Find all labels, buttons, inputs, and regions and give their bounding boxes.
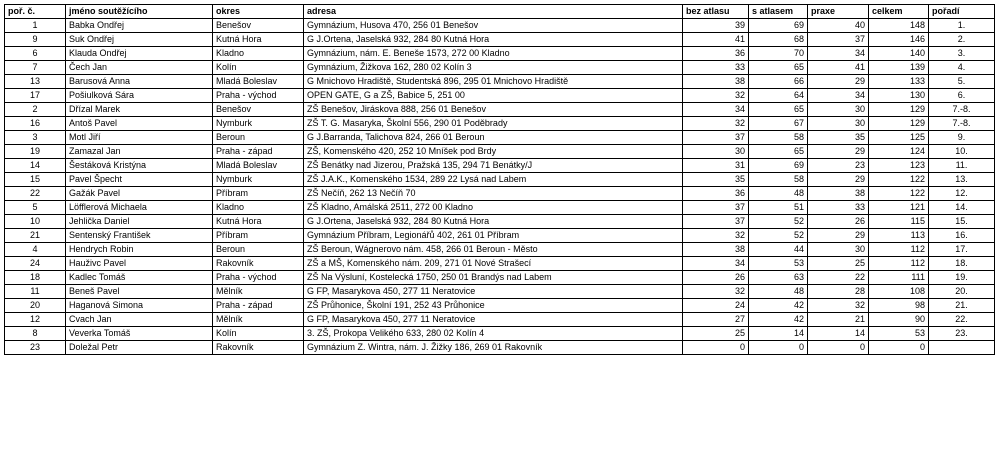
cell-rank-no: 13: [5, 75, 66, 89]
table-row: [5, 243, 995, 257]
cell-total: 112: [869, 243, 929, 257]
cell-address: ZŠ Benátky nad Jizerou, Pražská 135, 294 71 Benátky/J: [304, 159, 683, 173]
header-rank-no: poř. č.: [5, 5, 66, 19]
cell-practice: 23: [808, 159, 869, 173]
cell-practice: 29: [808, 145, 869, 159]
cell-practice: 38: [808, 187, 869, 201]
table-row: [5, 75, 995, 89]
cell-rank-no: 11: [5, 285, 66, 299]
cell-district: Kladno: [213, 201, 304, 215]
cell-practice: 35: [808, 131, 869, 145]
cell-rank-no: 10: [5, 215, 66, 229]
cell-with-atlas: 14: [749, 327, 808, 341]
header-order: pořadí: [929, 5, 995, 19]
cell-address: G FP, Masarykova 450, 277 11 Neratovice: [304, 313, 683, 327]
cell-district: Mělník: [213, 285, 304, 299]
cell-order: 10.: [929, 145, 995, 159]
cell-practice: 0: [808, 341, 869, 355]
table-row: [5, 47, 995, 61]
cell-district: Benešov: [213, 103, 304, 117]
cell-order: 16.: [929, 229, 995, 243]
cell-district: Příbram: [213, 229, 304, 243]
cell-name: Gažák Pavel: [66, 187, 213, 201]
cell-rank-no: 15: [5, 173, 66, 187]
cell-practice: 29: [808, 173, 869, 187]
cell-without-atlas: 0: [683, 341, 749, 355]
cell-address: ZŠ Kladno, Amálská 2511, 272 00 Kladno: [304, 201, 683, 215]
cell-name: Suk Ondřej: [66, 33, 213, 47]
cell-order: [929, 341, 995, 355]
cell-name: Veverka Tomáš: [66, 327, 213, 341]
cell-without-atlas: 32: [683, 89, 749, 103]
cell-order: 15.: [929, 215, 995, 229]
cell-name: Pošiulková Sára: [66, 89, 213, 103]
cell-without-atlas: 25: [683, 327, 749, 341]
cell-total: 123: [869, 159, 929, 173]
cell-with-atlas: 58: [749, 131, 808, 145]
cell-without-atlas: 35: [683, 173, 749, 187]
cell-with-atlas: 66: [749, 75, 808, 89]
cell-address: G J.Ortena, Jaselská 932, 284 80 Kutná Hora: [304, 33, 683, 47]
cell-address: Gymnázium Z. Wintra, nám. J. Žižky 186, 269 01 Rakovník: [304, 341, 683, 355]
cell-name: Antoš Pavel: [66, 117, 213, 131]
cell-rank-no: 24: [5, 257, 66, 271]
cell-with-atlas: 52: [749, 229, 808, 243]
cell-district: Praha - západ: [213, 299, 304, 313]
cell-with-atlas: 42: [749, 299, 808, 313]
table-row: [5, 173, 995, 187]
cell-district: Praha - západ: [213, 145, 304, 159]
cell-name: Pavel Špecht: [66, 173, 213, 187]
cell-district: Praha - východ: [213, 271, 304, 285]
cell-order: 17.: [929, 243, 995, 257]
cell-address: ZŠ Beroun, Wágnerovo nám. 458, 266 01 Beroun - Město: [304, 243, 683, 257]
cell-address: G Mnichovo Hradiště, Studentská 896, 295 01 Mnichovo Hradiště: [304, 75, 683, 89]
cell-with-atlas: 65: [749, 103, 808, 117]
cell-without-atlas: 33: [683, 61, 749, 75]
cell-total: 121: [869, 201, 929, 215]
cell-without-atlas: 24: [683, 299, 749, 313]
cell-practice: 30: [808, 243, 869, 257]
table-row: [5, 271, 995, 285]
cell-name: Jehlička Daniel: [66, 215, 213, 229]
header-name: jméno soutěžícího: [66, 5, 213, 19]
cell-practice: 30: [808, 117, 869, 131]
cell-order: 3.: [929, 47, 995, 61]
cell-total: 146: [869, 33, 929, 47]
cell-address: ZŠ T. G. Masaryka, Školní 556, 290 01 Poděbrady: [304, 117, 683, 131]
cell-order: 18.: [929, 257, 995, 271]
table-row: [5, 89, 995, 103]
cell-total: 130: [869, 89, 929, 103]
cell-address: ZŠ Průhonice, Školní 191, 252 43 Průhonice: [304, 299, 683, 313]
cell-practice: 28: [808, 285, 869, 299]
cell-name: Doležal Petr: [66, 341, 213, 355]
cell-order: 11.: [929, 159, 995, 173]
cell-practice: 37: [808, 33, 869, 47]
table-row: [5, 313, 995, 327]
cell-rank-no: 22: [5, 187, 66, 201]
header-practice: praxe: [808, 5, 869, 19]
cell-order: 20.: [929, 285, 995, 299]
cell-order: 9.: [929, 131, 995, 145]
cell-order: 2.: [929, 33, 995, 47]
cell-practice: 33: [808, 201, 869, 215]
cell-district: Příbram: [213, 187, 304, 201]
cell-name: Dřízal Marek: [66, 103, 213, 117]
cell-with-atlas: 67: [749, 117, 808, 131]
cell-with-atlas: 68: [749, 33, 808, 47]
cell-name: Klauda Ondřej: [66, 47, 213, 61]
cell-rank-no: 14: [5, 159, 66, 173]
cell-total: 129: [869, 103, 929, 117]
cell-rank-no: 6: [5, 47, 66, 61]
cell-district: Kutná Hora: [213, 33, 304, 47]
cell-address: OPEN GATE, G a ZŠ, Babice 5, 251 00: [304, 89, 683, 103]
cell-with-atlas: 51: [749, 201, 808, 215]
cell-address: Gymnázium, Husova 470, 256 01 Benešov: [304, 19, 683, 33]
cell-with-atlas: 64: [749, 89, 808, 103]
cell-with-atlas: 42: [749, 313, 808, 327]
cell-order: 22.: [929, 313, 995, 327]
cell-rank-no: 21: [5, 229, 66, 243]
cell-without-atlas: 34: [683, 103, 749, 117]
cell-order: 23.: [929, 327, 995, 341]
cell-name: Löfflerová Michaela: [66, 201, 213, 215]
cell-order: 7.-8.: [929, 103, 995, 117]
table-body: [5, 19, 995, 355]
results-table: [4, 4, 995, 355]
cell-rank-no: 8: [5, 327, 66, 341]
table-row: [5, 33, 995, 47]
cell-order: 6.: [929, 89, 995, 103]
cell-total: 140: [869, 47, 929, 61]
cell-address: G FP, Masarykova 450, 277 11 Neratovice: [304, 285, 683, 299]
cell-with-atlas: 65: [749, 61, 808, 75]
cell-with-atlas: 58: [749, 173, 808, 187]
cell-order: 4.: [929, 61, 995, 75]
cell-total: 122: [869, 187, 929, 201]
cell-order: 12.: [929, 187, 995, 201]
cell-district: Beroun: [213, 131, 304, 145]
cell-total: 129: [869, 117, 929, 131]
cell-without-atlas: 32: [683, 229, 749, 243]
table-row: [5, 299, 995, 313]
table-row: [5, 103, 995, 117]
cell-with-atlas: 70: [749, 47, 808, 61]
cell-district: Nymburk: [213, 173, 304, 187]
cell-practice: 41: [808, 61, 869, 75]
cell-district: Kutná Hora: [213, 215, 304, 229]
cell-total: 148: [869, 19, 929, 33]
cell-practice: 34: [808, 89, 869, 103]
cell-practice: 30: [808, 103, 869, 117]
cell-total: 0: [869, 341, 929, 355]
cell-total: 112: [869, 257, 929, 271]
cell-address: ZŠ, Komenského 420, 252 10 Mníšek pod Brdy: [304, 145, 683, 159]
cell-practice: 21: [808, 313, 869, 327]
cell-name: Sentenský František: [66, 229, 213, 243]
cell-district: Nymburk: [213, 117, 304, 131]
cell-district: Rakovník: [213, 341, 304, 355]
cell-district: Mladá Boleslav: [213, 75, 304, 89]
cell-rank-no: 18: [5, 271, 66, 285]
cell-practice: 40: [808, 19, 869, 33]
cell-without-atlas: 30: [683, 145, 749, 159]
cell-without-atlas: 32: [683, 285, 749, 299]
cell-practice: 22: [808, 271, 869, 285]
cell-with-atlas: 65: [749, 145, 808, 159]
cell-practice: 26: [808, 215, 869, 229]
cell-district: Kladno: [213, 47, 304, 61]
cell-rank-no: 23: [5, 341, 66, 355]
cell-name: Beneš Pavel: [66, 285, 213, 299]
header-without-atlas: bez atlasu: [683, 5, 749, 19]
cell-order: 7.-8.: [929, 117, 995, 131]
cell-rank-no: 5: [5, 201, 66, 215]
cell-name: Motl Jiří: [66, 131, 213, 145]
table-row: [5, 201, 995, 215]
cell-with-atlas: 44: [749, 243, 808, 257]
cell-rank-no: 2: [5, 103, 66, 117]
cell-total: 122: [869, 173, 929, 187]
cell-rank-no: 9: [5, 33, 66, 47]
table-row: [5, 19, 995, 33]
table-row: [5, 257, 995, 271]
cell-address: ZŠ J.A.K., Komenského 1534, 289 22 Lysá nad Labem: [304, 173, 683, 187]
cell-total: 111: [869, 271, 929, 285]
cell-without-atlas: 41: [683, 33, 749, 47]
cell-name: Hauživc Pavel: [66, 257, 213, 271]
header-district: okres: [213, 5, 304, 19]
table-row: [5, 187, 995, 201]
cell-rank-no: 7: [5, 61, 66, 75]
cell-order: 21.: [929, 299, 995, 313]
table-row: [5, 327, 995, 341]
cell-rank-no: 12: [5, 313, 66, 327]
cell-without-atlas: 38: [683, 243, 749, 257]
table-row: [5, 159, 995, 173]
table-row: [5, 117, 995, 131]
cell-address: 3. ZŠ, Prokopa Velikého 633, 280 02 Kolín 4: [304, 327, 683, 341]
cell-district: Mělník: [213, 313, 304, 327]
cell-rank-no: 17: [5, 89, 66, 103]
cell-with-atlas: 63: [749, 271, 808, 285]
cell-address: ZŠ Benešov, Jiráskova 888, 256 01 Benešov: [304, 103, 683, 117]
cell-without-atlas: 37: [683, 201, 749, 215]
cell-total: 139: [869, 61, 929, 75]
cell-address: ZŠ Nečíň, 262 13 Nečíň 70: [304, 187, 683, 201]
cell-with-atlas: 0: [749, 341, 808, 355]
cell-district: Mladá Boleslav: [213, 159, 304, 173]
cell-rank-no: 4: [5, 243, 66, 257]
header-total: celkem: [869, 5, 929, 19]
cell-total: 115: [869, 215, 929, 229]
cell-with-atlas: 48: [749, 285, 808, 299]
cell-order: 14.: [929, 201, 995, 215]
cell-with-atlas: 48: [749, 187, 808, 201]
cell-practice: 29: [808, 229, 869, 243]
cell-district: Beroun: [213, 243, 304, 257]
cell-name: Kadlec Tomáš: [66, 271, 213, 285]
cell-address: G J.Ortena, Jaselská 932, 284 80 Kutná Hora: [304, 215, 683, 229]
cell-practice: 14: [808, 327, 869, 341]
cell-practice: 32: [808, 299, 869, 313]
table-row: [5, 229, 995, 243]
cell-district: Kolín: [213, 327, 304, 341]
cell-without-atlas: 34: [683, 257, 749, 271]
cell-name: Čech Jan: [66, 61, 213, 75]
cell-without-atlas: 37: [683, 215, 749, 229]
cell-practice: 25: [808, 257, 869, 271]
table-row: [5, 131, 995, 145]
cell-address: G J.Barranda, Talichova 824, 266 01 Beroun: [304, 131, 683, 145]
cell-total: 108: [869, 285, 929, 299]
cell-rank-no: 19: [5, 145, 66, 159]
table-row: [5, 341, 995, 355]
cell-total: 90: [869, 313, 929, 327]
cell-address: Gymnázium, nám. E. Beneše 1573, 272 00 Kladno: [304, 47, 683, 61]
cell-name: Zamazal Jan: [66, 145, 213, 159]
cell-name: Hendrych Robin: [66, 243, 213, 257]
cell-order: 13.: [929, 173, 995, 187]
cell-without-atlas: 31: [683, 159, 749, 173]
cell-without-atlas: 38: [683, 75, 749, 89]
cell-name: Cvach Jan: [66, 313, 213, 327]
cell-without-atlas: 36: [683, 47, 749, 61]
cell-without-atlas: 37: [683, 131, 749, 145]
cell-without-atlas: 32: [683, 117, 749, 131]
cell-with-atlas: 69: [749, 159, 808, 173]
cell-order: 5.: [929, 75, 995, 89]
cell-total: 113: [869, 229, 929, 243]
cell-order: 1.: [929, 19, 995, 33]
cell-with-atlas: 69: [749, 19, 808, 33]
table-row: [5, 145, 995, 159]
cell-rank-no: 20: [5, 299, 66, 313]
cell-rank-no: 1: [5, 19, 66, 33]
cell-without-atlas: 36: [683, 187, 749, 201]
header-address: adresa: [304, 5, 683, 19]
cell-rank-no: 16: [5, 117, 66, 131]
cell-total: 124: [869, 145, 929, 159]
cell-with-atlas: 53: [749, 257, 808, 271]
cell-district: Benešov: [213, 19, 304, 33]
cell-order: 19.: [929, 271, 995, 285]
header-row: [5, 5, 995, 19]
cell-practice: 34: [808, 47, 869, 61]
cell-without-atlas: 26: [683, 271, 749, 285]
cell-name: Babka Ondřej: [66, 19, 213, 33]
table-row: [5, 285, 995, 299]
cell-address: Gymnázium Příbram, Legionářů 402, 261 01 Příbram: [304, 229, 683, 243]
cell-district: Kolín: [213, 61, 304, 75]
cell-total: 98: [869, 299, 929, 313]
cell-total: 133: [869, 75, 929, 89]
cell-with-atlas: 52: [749, 215, 808, 229]
cell-district: Praha - východ: [213, 89, 304, 103]
cell-address: ZŠ a MŠ, Komenského nám. 209, 271 01 Nové Strašecí: [304, 257, 683, 271]
cell-address: ZŠ Na Výsluní, Kostelecká 1750, 250 01 Brandýs nad Labem: [304, 271, 683, 285]
cell-name: Haganová Simona: [66, 299, 213, 313]
table-row: [5, 215, 995, 229]
cell-total: 125: [869, 131, 929, 145]
cell-district: Rakovník: [213, 257, 304, 271]
cell-practice: 29: [808, 75, 869, 89]
header-with-atlas: s atlasem: [749, 5, 808, 19]
cell-rank-no: 3: [5, 131, 66, 145]
cell-without-atlas: 39: [683, 19, 749, 33]
cell-name: Šestáková Kristýna: [66, 159, 213, 173]
cell-total: 53: [869, 327, 929, 341]
cell-name: Barusová Anna: [66, 75, 213, 89]
table-row: [5, 61, 995, 75]
cell-without-atlas: 27: [683, 313, 749, 327]
cell-address: Gymnázium, Žižkova 162, 280 02 Kolín 3: [304, 61, 683, 75]
